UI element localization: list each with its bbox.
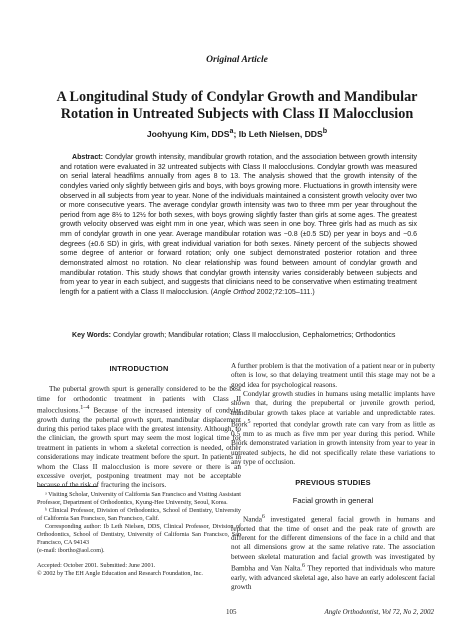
author-1: Joohyung Kim, DDS [146, 128, 230, 139]
footnote-email: (e-mail: ibortho@aol.com). [37, 548, 105, 555]
title-line-2: Rotation in Untreated Subjects with Class II Malocclusion [60, 106, 414, 122]
author-2: ; Ib Leth Nielsen, DDS [233, 128, 323, 139]
intro-text-b: Because of the increased intensity of condylar growth during the pubertal growth spurt, mandibular displacement during this period takes place with the greatest intensity. Although, to the clinician, the growth spurt may seem the most logical time for treatment in patients in whom a skeletal correction is needed, other considerations may indicate treatment before the spurt. In patients in whom the Class II malocclusion is more severe or there is an excessive overjet, postponing treatment may not be acceptable because of the risk of fracturing the incisors. [37, 406, 241, 490]
right-p2-ref: 5 [247, 419, 251, 426]
left-column [37, 364, 241, 491]
keywords-text: Condylar growth; Mandibular rotation; Class II malocclusion, Cephalometrics; Orthodontics [111, 332, 396, 339]
article-type-label: Original Article [206, 55, 268, 65]
right-p3-ref-2: 6 [301, 563, 305, 569]
right-p3-text-b: investigated general facial growth in humans and reported that the time of onset and the peak rate of growth are different for the different dimensions of the face in a child and that not all dimensions grow at the same relative rate. The association between skeletal maturation and facial growth was investigated by Bambha and Van Nalta. [231, 515, 435, 573]
right-p3-ref-1: 6 [261, 513, 265, 520]
abstract-citation: 2002;72:105–111.) [254, 288, 315, 296]
intro-text-a: The pubertal growth spurt is generally considered to be the best time for orthodontic treatment in patients with Class II malocclusions. [37, 385, 241, 415]
abstract-label: Abstract: [72, 154, 103, 161]
intro-paragraph [37, 385, 241, 490]
intro-ref: 1–4 [80, 405, 90, 412]
facial-growth-subheading: Facial growth in general [292, 495, 374, 505]
abstract-text: Condylar growth intensity, mandibular growth rotation, and the association between growth intensity and rotation were evaluated in 32 untreated subjects with Class II malocclusions. Condylar growth was measured on serial lateral headfilms annually from ages 8 to 13. The analysis showed that the growth intensity of the condyles varied only slightly between girls and boys, with boys growing more. Fluctuations in growth intensity were observed in all subjects from year to year. None of the individuals maintained a consistent growth velocity over two or more consecutive years. The average condylar growth intensity was two to three mm per year throughout the period from age 8½ to 12½ for both sexes, with boys growing slightly faster than girls at some ages. The greatest growth velocity observed was eight mm in one year, which was seen in one boy. Three girls had as much as six mm of condylar growth in one year. Average mandibular rotation was −0.8 (±0.5 SD) per year in boys and −0.6 degrees (±0.6 SD) in girls, with great individual variation for both sexes. Ninety percent of the subjects showed some degree of anterior or forward rotation; only one subject demonstrated posterior rotation and three demonstrated almost no rotation. No clear relationship was found between amount of condylar growth and mandibular rotation. This study shows that condylar growth intensity varies considerably between subjects and from year to year in each subject, and suggests that clinicians need to be conservative when estimating treatment length for a patient with a Class II malocclusion. ( [60, 154, 417, 296]
right-paragraph-1: A further problem is that the motivation of a patient near or in puberty often is low, so that delaying treatment until this stage may not be a good idea for psychological reasons. [231, 362, 435, 389]
footnote-b: ᵇ Clinical Professor, Division of Orthodontics, School of Dentistry, University of California San Francisco, San Francisco, Calif. [37, 508, 241, 523]
right-paragraph-3 [231, 513, 435, 593]
footnote-dates: Accepted: October 2001. Submitted: June 2001. [37, 563, 156, 570]
right-paragraph-2 [231, 390, 435, 467]
right-p2-text-a: Condylar growth studies in humans using metallic implants have shown that, during the prepubertal or juvenile growth period, mandibular growth takes place at variable and unpredictable rates. Björk [231, 390, 435, 429]
footnote-a: ᵃ Visiting Scholar, University of California San Francisco and Visiting Assistant Professor, Department of Orthodontics, Kyung-Hee University, Seoul, Korea. [37, 492, 241, 507]
author-list [0, 127, 474, 139]
footnote-copyright: © 2002 by The EH Angle Education and Research Foundation, Inc. [37, 571, 203, 578]
previous-studies-heading: PREVIOUS STUDIES [295, 478, 371, 488]
right-p3-text-c: They reported that individuals who mature early, with advanced skeletal age, also have an early adolescent facial growth [231, 564, 435, 592]
page-number: 105 [226, 608, 237, 616]
right-p2-text-b: reported that condylar growth rate can vary from as little as 0.5 mm to as much as five mm per year during this period. While Björk demonstrated variation in growth intensity from year to year in untreated subjects, he did not specifically relate these variations to any type of occlusion. [231, 420, 435, 466]
abstract-citation-journal: Angle Orthod [213, 288, 255, 296]
footnote-correspondence: Corresponding author: Ib Leth Nielsen, DDS, Clinical Professor, Division of Orthodontics, School of Dentistry, University of California San Francisco, San Francisco, CA 94143 [37, 524, 241, 547]
author-2-affiliation-mark: b [322, 127, 328, 135]
right-column [231, 362, 435, 592]
footnote-rule [37, 486, 97, 487]
footnotes [37, 491, 241, 578]
right-p3-text-a: Nanda [243, 515, 262, 524]
keywords [60, 331, 417, 341]
keywords-label: Key Words: [72, 332, 112, 339]
abstract [60, 153, 417, 297]
author-1-affiliation-mark: a [229, 127, 234, 135]
introduction-heading: INTRODUCTION [109, 364, 169, 373]
running-footer-journal: Angle Orthodontist, Vol 72, No 2, 2002 [324, 608, 434, 616]
title-line-1: A Longitudinal Study of Condylar Growth and Mandibular [56, 89, 418, 105]
article-title [30, 89, 444, 123]
